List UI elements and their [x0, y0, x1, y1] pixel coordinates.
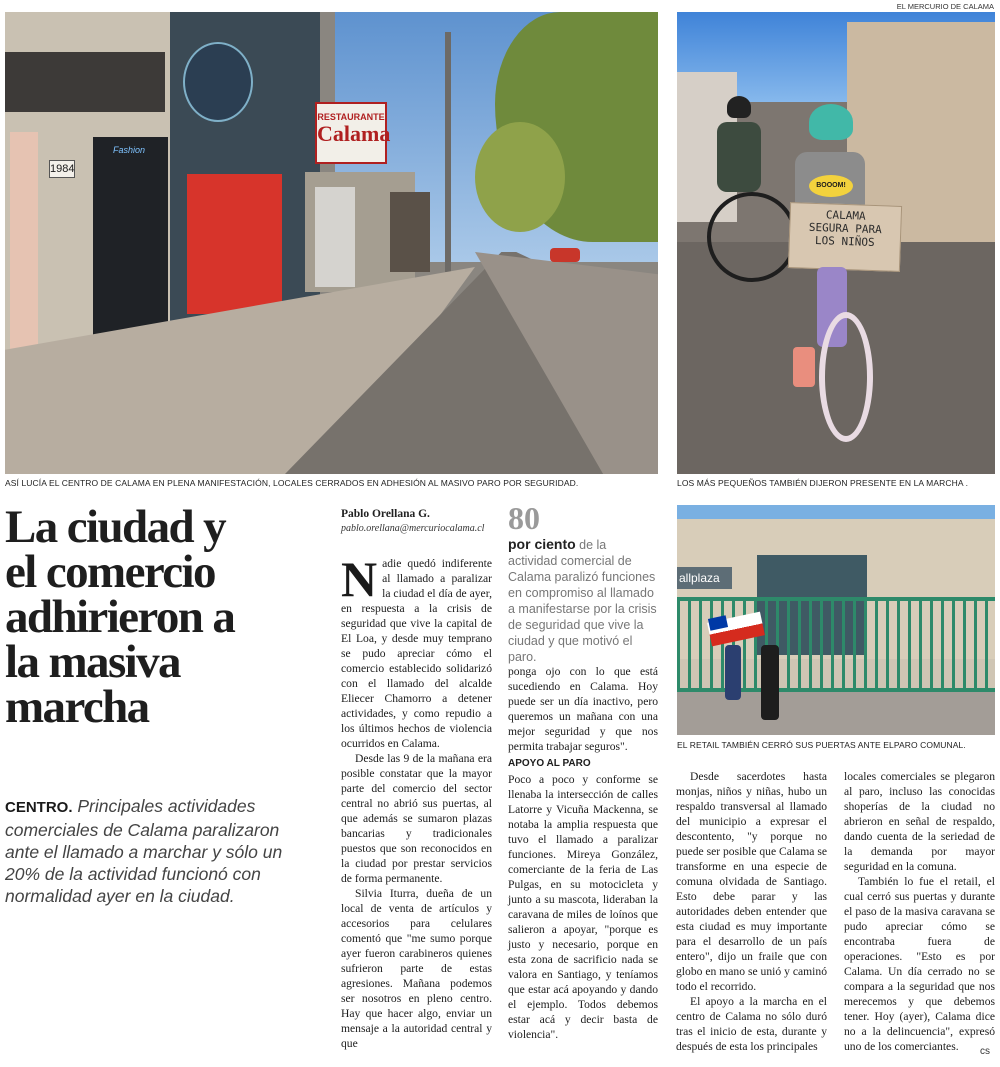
body-col1-p3: Silvia Iturra, dueña de un local de venta de artículos y accesorios para celulares comentó que "me sumo porque ayer fueron carabineros quienes sufrieron parte de estas agresiones. Mañana podemos ser nosotros en pleno centro. Hay que hacer algo, enviar un mensaje a la autoridad central y que — [341, 887, 492, 1050]
body-col3-p2: El apoyo a la marcha en el centro de Calama no sólo duró tras el inicio de esta, durante y después de esta los principales — [676, 995, 827, 1053]
byline — [341, 508, 484, 534]
kids-photo-caption: LOS MÁS PEQUEÑOS TAMBIÉN DIJERON PRESENTE EN LA MARCHA . — [677, 478, 969, 488]
mall-sign: allplaza — [677, 567, 732, 589]
protest-sign-line2: SEGURA PARA — [808, 220, 882, 237]
author-email: pablo.orellana@mercuriocalama.cl — [341, 523, 485, 534]
lead-paragraph — [5, 795, 307, 907]
body-col2-p2: Poco a poco y conforme se llenaba la intersección de calles Latorre y Vicuña Mackenna, se notaba la amplia respuesta que tuvo el llamado a paralizar funciones. Mireya González, comerciante de la feria de Las Pulgas, en su motocicleta y junto a su mascota, lideraban la caravana de miles de loínos que salieron a apoyar, "porque es justo y necesario, porque en esta zona de sacrificio nada se valora en Santiago, y teníamos que estar acá apoyando y dando el ejemplo. Todos debemos estar acá y decir basta de violencia". — [508, 773, 658, 1041]
body-col1-p1 — [341, 551, 492, 751]
retail-photo-caption: EL RETAIL TAMBIÉN CERRÓ SUS PUERTAS ANTE ELPARO COMUNAL. — [677, 740, 966, 750]
body-col2-p1: ponga ojo con lo que está sucediendo en Calama. Hoy puede ser un día inactivo, pero queremos un mañana con una mejor seguridad y que nos permita trabajar seguros". — [508, 665, 658, 753]
retail-photo — [677, 505, 995, 735]
body-col4-p1: locales comerciales se plegaron al paro, incluso las conocidas shoperías de la ciudad no abrieron en señal de respaldo, dando cuenta de la seriedad de la demanda por mayor seguridad en la comuna. — [844, 770, 995, 873]
end-mark: cs — [980, 1046, 990, 1057]
restaurant-sign-top: RESTAURANTE — [317, 112, 385, 122]
body-col1-p1-text: adie quedó indiferente al llamado a paralizar la ciudad el día de ayer, en respuesta a la crisis de seguridad que vive la capital de El Loa, y desde muy temprano se pudo apreciar cómo el comercio establecido solidarizó con el llamado del alcalde Eliecer Chamorro a detener actividades, y como repudio a los últimos hechos de violencia ocurridos en Calama. — [341, 557, 492, 750]
dropcap: N — [341, 551, 378, 607]
headline-line-5: marcha — [5, 681, 149, 733]
stat-bold: por ciento — [508, 536, 576, 552]
kids-photo — [677, 12, 995, 474]
restaurant-sign-name: Calama — [317, 121, 391, 146]
protest-sign-line3: LOS NIÑOS — [814, 233, 875, 250]
body-column-4 — [844, 769, 995, 1054]
subhead-apoyo: APOYO AL PARO — [508, 758, 591, 769]
lead-label: CENTRO. — [5, 799, 73, 816]
restaurant-sign — [315, 102, 391, 164]
author-name: Pablo Orellana G. — [341, 508, 430, 520]
body-column-1 — [341, 551, 492, 1051]
section-label: EL MERCURIO DE CALAMA — [896, 2, 994, 11]
protest-sign — [788, 202, 902, 272]
protest-sign-line1: CALAMA — [825, 208, 866, 223]
body-col3-p1: Desde sacerdotes hasta monjas, niños y niñas, hubo un respaldo transversal al llamado del municipio a expresar el descontento, "y porque no puede ser posible que Calama se transforme en una especie de comuna olvidada de Santiago. Esto debe parar y las autoridades deben entender que esta ciudad es muy importante para el desarrollo de un país entero", dijo un fraile que con globo en mano se unió y caminó todo el recorrido. — [676, 770, 827, 993]
stat-number: 80 — [508, 500, 540, 536]
body-column-2 — [508, 664, 658, 1042]
body-col1-p2: Desde las 9 de la mañana era posible constatar que la mayor parte del comercio del sector central no abrió sus puertas, al que además se sumaron plazas bancarias y tradicionales puestos que son reconocidos en la ciudad por prestar servicios de forma permanente. — [341, 752, 492, 885]
street-photo — [5, 12, 658, 474]
headline-line-2: el comercio — [5, 546, 215, 598]
fashion-sign: Fashion — [113, 145, 146, 155]
body-col4-p2: También lo fue el retail, el cual cerró sus puertas y durante el paso de la masiva caravana se pudo apreciar cómo se encontraba fuera de operaciones. "Esto es por Calama. Un día cerrado no se compara a la seguridad que nos merecemos y que debemos tener. Hoy (ayer), Calama dice no a la delincuencia", expresó uno de los comerciantes. — [844, 875, 995, 1053]
headline-line-4: la masiva — [5, 636, 180, 688]
shirt-print: BOOOM! — [809, 175, 853, 197]
body-column-3 — [676, 769, 827, 1054]
headline-line-3: adhirieron a — [5, 591, 235, 643]
street-photo-caption: ASÍ LUCÍA EL CENTRO DE CALAMA EN PLENA MANIFESTACIÓN, LOCALES CERRADOS EN ADHESIÓN AL MASIVO PARO POR SEGURIDAD. — [5, 478, 579, 488]
headline-line-1: La ciudad y — [5, 501, 226, 553]
number-sign: 1984 — [49, 160, 75, 178]
stat-text — [508, 536, 658, 665]
lead-text: Principales actividades comerciales de Calama paralizaron ante el llamado a marchar y sólo un 20% de la actividad funcionó con normalidad ayer en la ciudad. — [5, 796, 283, 906]
headline — [5, 501, 305, 733]
stat-description: de la actividad comercial de Calama paralizó funciones en compromiso al llamado a manifestarse por la crisis de seguridad que vive la ciudad y que motivó el paro. — [508, 538, 657, 664]
